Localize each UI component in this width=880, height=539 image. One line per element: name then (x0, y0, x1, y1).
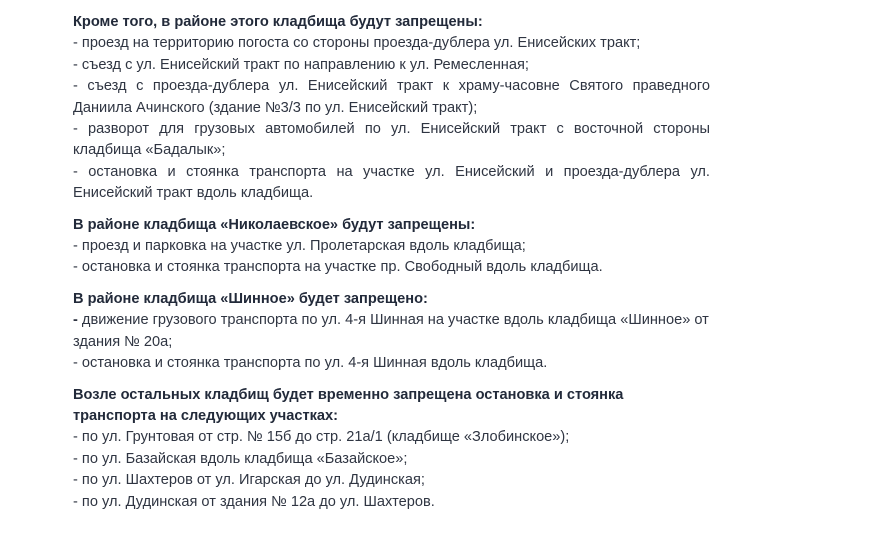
list-item: - разворот для грузовых автомобилей по ул. Енисейский тракт с восточной стороны кладбища «Бадалык»; (73, 121, 710, 159)
list-item-text: движение грузового транспорта по ул. 4-я Шинная на участке вдоль кладбища «Шинное» от здания № 20а; (73, 312, 709, 350)
section-nikolaevskoe (73, 215, 710, 279)
list-item: - по ул. Грунтовая от стр. № 15б до стр. 21а/1 (кладбище «Злобинское»); (73, 429, 570, 446)
list-item: - остановка и стоянка транспорта по ул. 4-я Шинная вдоль кладбища. (73, 355, 548, 372)
section-heading: В районе кладбища «Шинное» будет запрещено: (73, 290, 428, 307)
section-shinnoe (73, 289, 710, 375)
list-item (73, 310, 710, 353)
list-item: - по ул. Базайская вдоль кладбища «Базайское»; (73, 450, 408, 467)
list-item: - съезд с проезда-дублера ул. Енисейский тракт к храму-часовне Святого праведного Даниила Ачинского (здание №3/3 по ул. Енисейский тракт); (73, 78, 710, 116)
list-item: - проезд на территорию погоста со стороны проезда-дублера ул. Енисейских тракт; (73, 35, 641, 52)
list-item: - съезд с ул. Енисейский тракт по направлению к ул. Ремесленная; (73, 56, 529, 73)
list-item: - по ул. Шахтеров от ул. Игарская до ул. Дудинская; (73, 472, 425, 489)
section-heading: В районе кладбища «Николаевское» будут запрещены: (73, 216, 476, 233)
list-item: - проезд и парковка на участке ул. Пролетарская вдоль кладбища; (73, 238, 526, 255)
list-item: - остановка и стоянка транспорта на участке ул. Енисейский и проезда-дублера ул. Енисейский тракт вдоль кладбища. (73, 163, 710, 202)
list-item: - по ул. Дудинская от здания № 12а до ул. Шахтеров. (73, 493, 435, 510)
list-item: - остановка и стоянка транспорта на участке пр. Свободный вдоль кладбища. (73, 259, 603, 276)
section-heading: Возле остальных кладбищ будет временно запрещена остановка и стоянка транспорта на следующих участках: (73, 386, 624, 424)
article-body (73, 12, 710, 523)
section-other-cemeteries (73, 385, 710, 513)
section-heading: Кроме того, в районе этого кладбища будут запрещены: (73, 14, 483, 30)
list-dash: - (73, 312, 78, 329)
section-badalyk (73, 12, 710, 205)
